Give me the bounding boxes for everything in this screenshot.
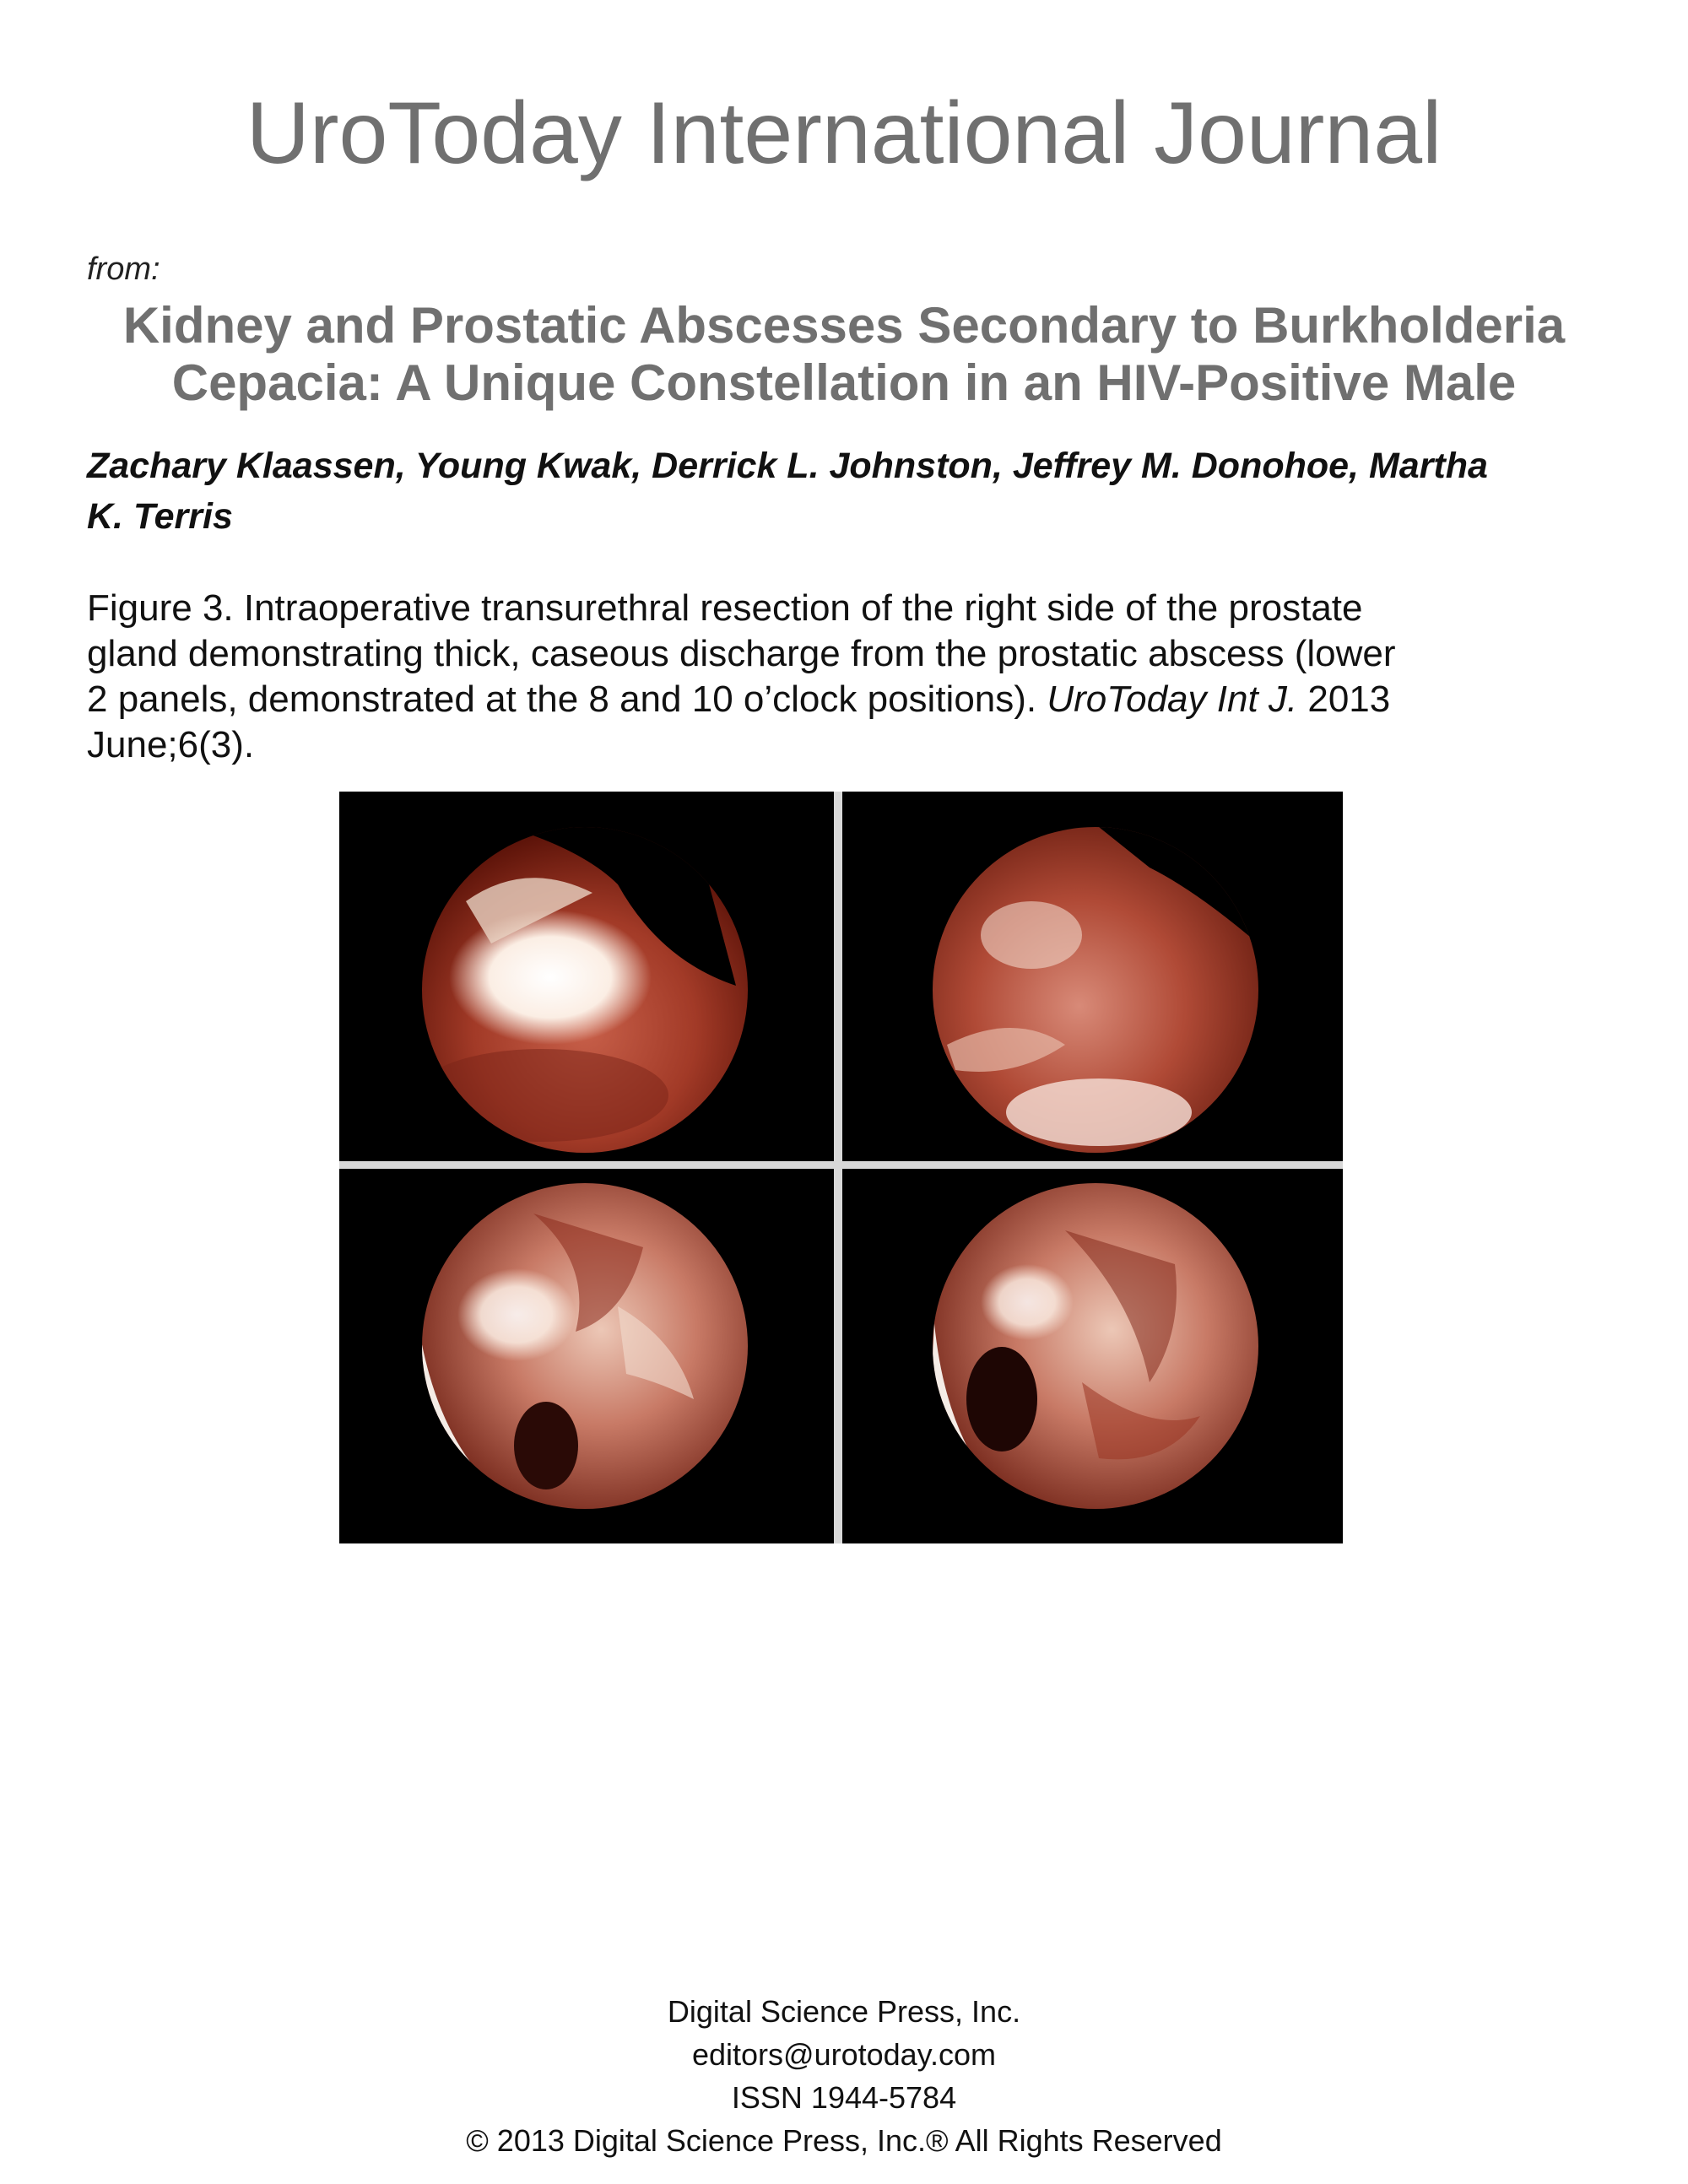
author-line-1: Zachary Klaassen, Young Kwak, Derrick L. Johnston, Jeffrey M. Donohoe, Martha: [87, 446, 1488, 486]
caption-line-2: gland demonstrating thick, caseous discharge from the prostatic abscess (lower: [87, 633, 1396, 674]
article-title: [0, 297, 1688, 412]
author-line-2: K. Terris: [87, 496, 233, 537]
caption-line-3: [87, 677, 1606, 722]
article-title-line-1: Kidney and Prostatic Abscesses Secondary to Burkholderia: [122, 297, 1566, 354]
article-title-line-2: Cepacia: A Unique Constellation in an HIV-Positive Male: [171, 354, 1517, 411]
footer-email[interactable]: editors@urotoday.com: [691, 2037, 997, 2072]
page-footer: [0, 1990, 1688, 2162]
caption-line-4: June;6(3).: [87, 724, 255, 765]
footer-publisher: Digital Science Press, Inc.: [667, 1994, 1021, 2029]
journal-title: UroToday International Journal: [246, 84, 1442, 182]
author-list: [87, 441, 1606, 542]
figure-horizontal-divider: [339, 1161, 1343, 1169]
caption-line-3-year: 2013: [1297, 678, 1391, 720]
journal-citation-italic: UroToday Int J.: [1047, 678, 1298, 720]
endoscopy-figure-image: [339, 792, 1343, 1543]
endoscopy-figure: [339, 792, 1343, 1543]
from-label: from:: [87, 251, 160, 287]
caption-line-1: Figure 3. Intraoperative transurethral resection of the right side of the prostate: [87, 587, 1363, 629]
figure-caption: [87, 586, 1606, 768]
caption-line-3-text: 2 panels, demonstrated at the 8 and 10 o’clock positions).: [87, 678, 1047, 720]
footer-issn: ISSN 1944-5784: [731, 2080, 957, 2115]
footer-copyright: © 2013 Digital Science Press, Inc.® All Rights Reserved: [466, 2123, 1222, 2158]
